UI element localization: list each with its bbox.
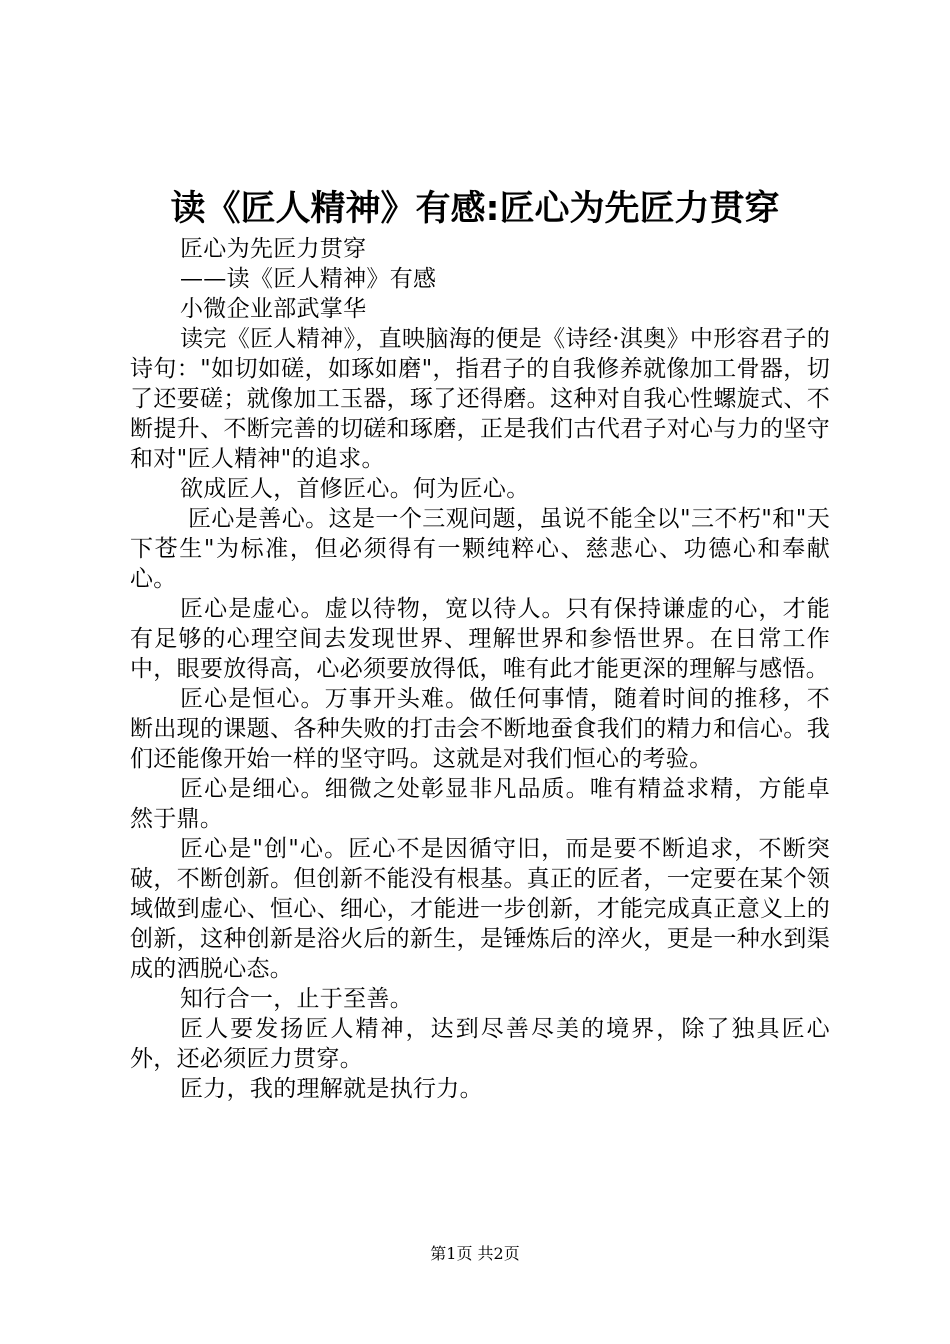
subtitle-source-line: ——读《匠人精神》有感 [180,266,437,292]
paragraph-chuangxin: 匠心是"创"心。匠心不是因循守旧，而是要不断追求，不断突破，不断创新。但创新不能没有根基。真正的匠者，一定要在某个领域做到虚心、恒心、细心，才能进一步创新，才能完成真正意义上的创新，这种创新是浴火后的新生，是锤炼后的淬火，更是一种水到渠成的洒脱心态。 [130,836,830,982]
paragraph-hengxin: 匠心是恒心。万事开头难。做任何事情，随着时间的推移，不断出现的课题、各种失败的打击会不断地蚕食我们的精力和信心。我们还能像开始一样的坚守吗。这就是对我们恒心的考验。 [130,686,830,772]
document-title: 读《匠人精神》有感:匠心为先匠力贯穿 [170,189,780,229]
document-body [130,234,830,1104]
paragraph-jiangli: 匠人要发扬匠人精神，达到尽善尽美的境界，除了独具匠心外，还必须匠力贯穿。 [130,1016,830,1072]
paragraph-xuxin: 匠心是虚心。虚以待物，宽以待人。只有保持谦虚的心，才能有足够的心理空间去发现世界、理解世界和参悟世界。在日常工作中，眼要放得高，心必须要放得低，唯有此才能更深的理解与感悟。 [130,596,830,682]
page-footer: 第1页 共2页 [430,1244,520,1263]
paragraph-xixin: 匠心是细心。细微之处彰显非凡品质。唯有精益求精，方能卓然于鼎。 [130,776,830,832]
paragraph-question: 欲成匠人，首修匠心。何为匠心。 [180,476,530,502]
paragraph-zhixing: 知行合一，止于至善。 [180,986,413,1012]
paragraph-shanxin: 匠心是善心。这是一个三观问题，虽说不能全以"三不朽"和"天下苍生"为标准，但必须得有一颗纯粹心、慈悲心、功德心和奉献心。 [130,506,830,592]
author-line: 小微企业部武掌华 [180,296,367,322]
paragraph-intro: 读完《匠人精神》，直映脑海的便是《诗经·淇奥》中形容君子的诗句："如切如磋，如琢如磨"，指君子的自我修养就像加工骨器，切了还要磋；就像加工玉器，琢了还得磨。这种对自我心性螺旋式、不断提升、不断完善的切磋和琢磨，正是我们古代君子对心与力的坚守和对"匠人精神"的追求。 [130,326,830,472]
subtitle-line: 匠心为先匠力贯穿 [180,236,367,262]
paragraph-zhixingli: 匠力，我的理解就是执行力。 [180,1076,483,1102]
